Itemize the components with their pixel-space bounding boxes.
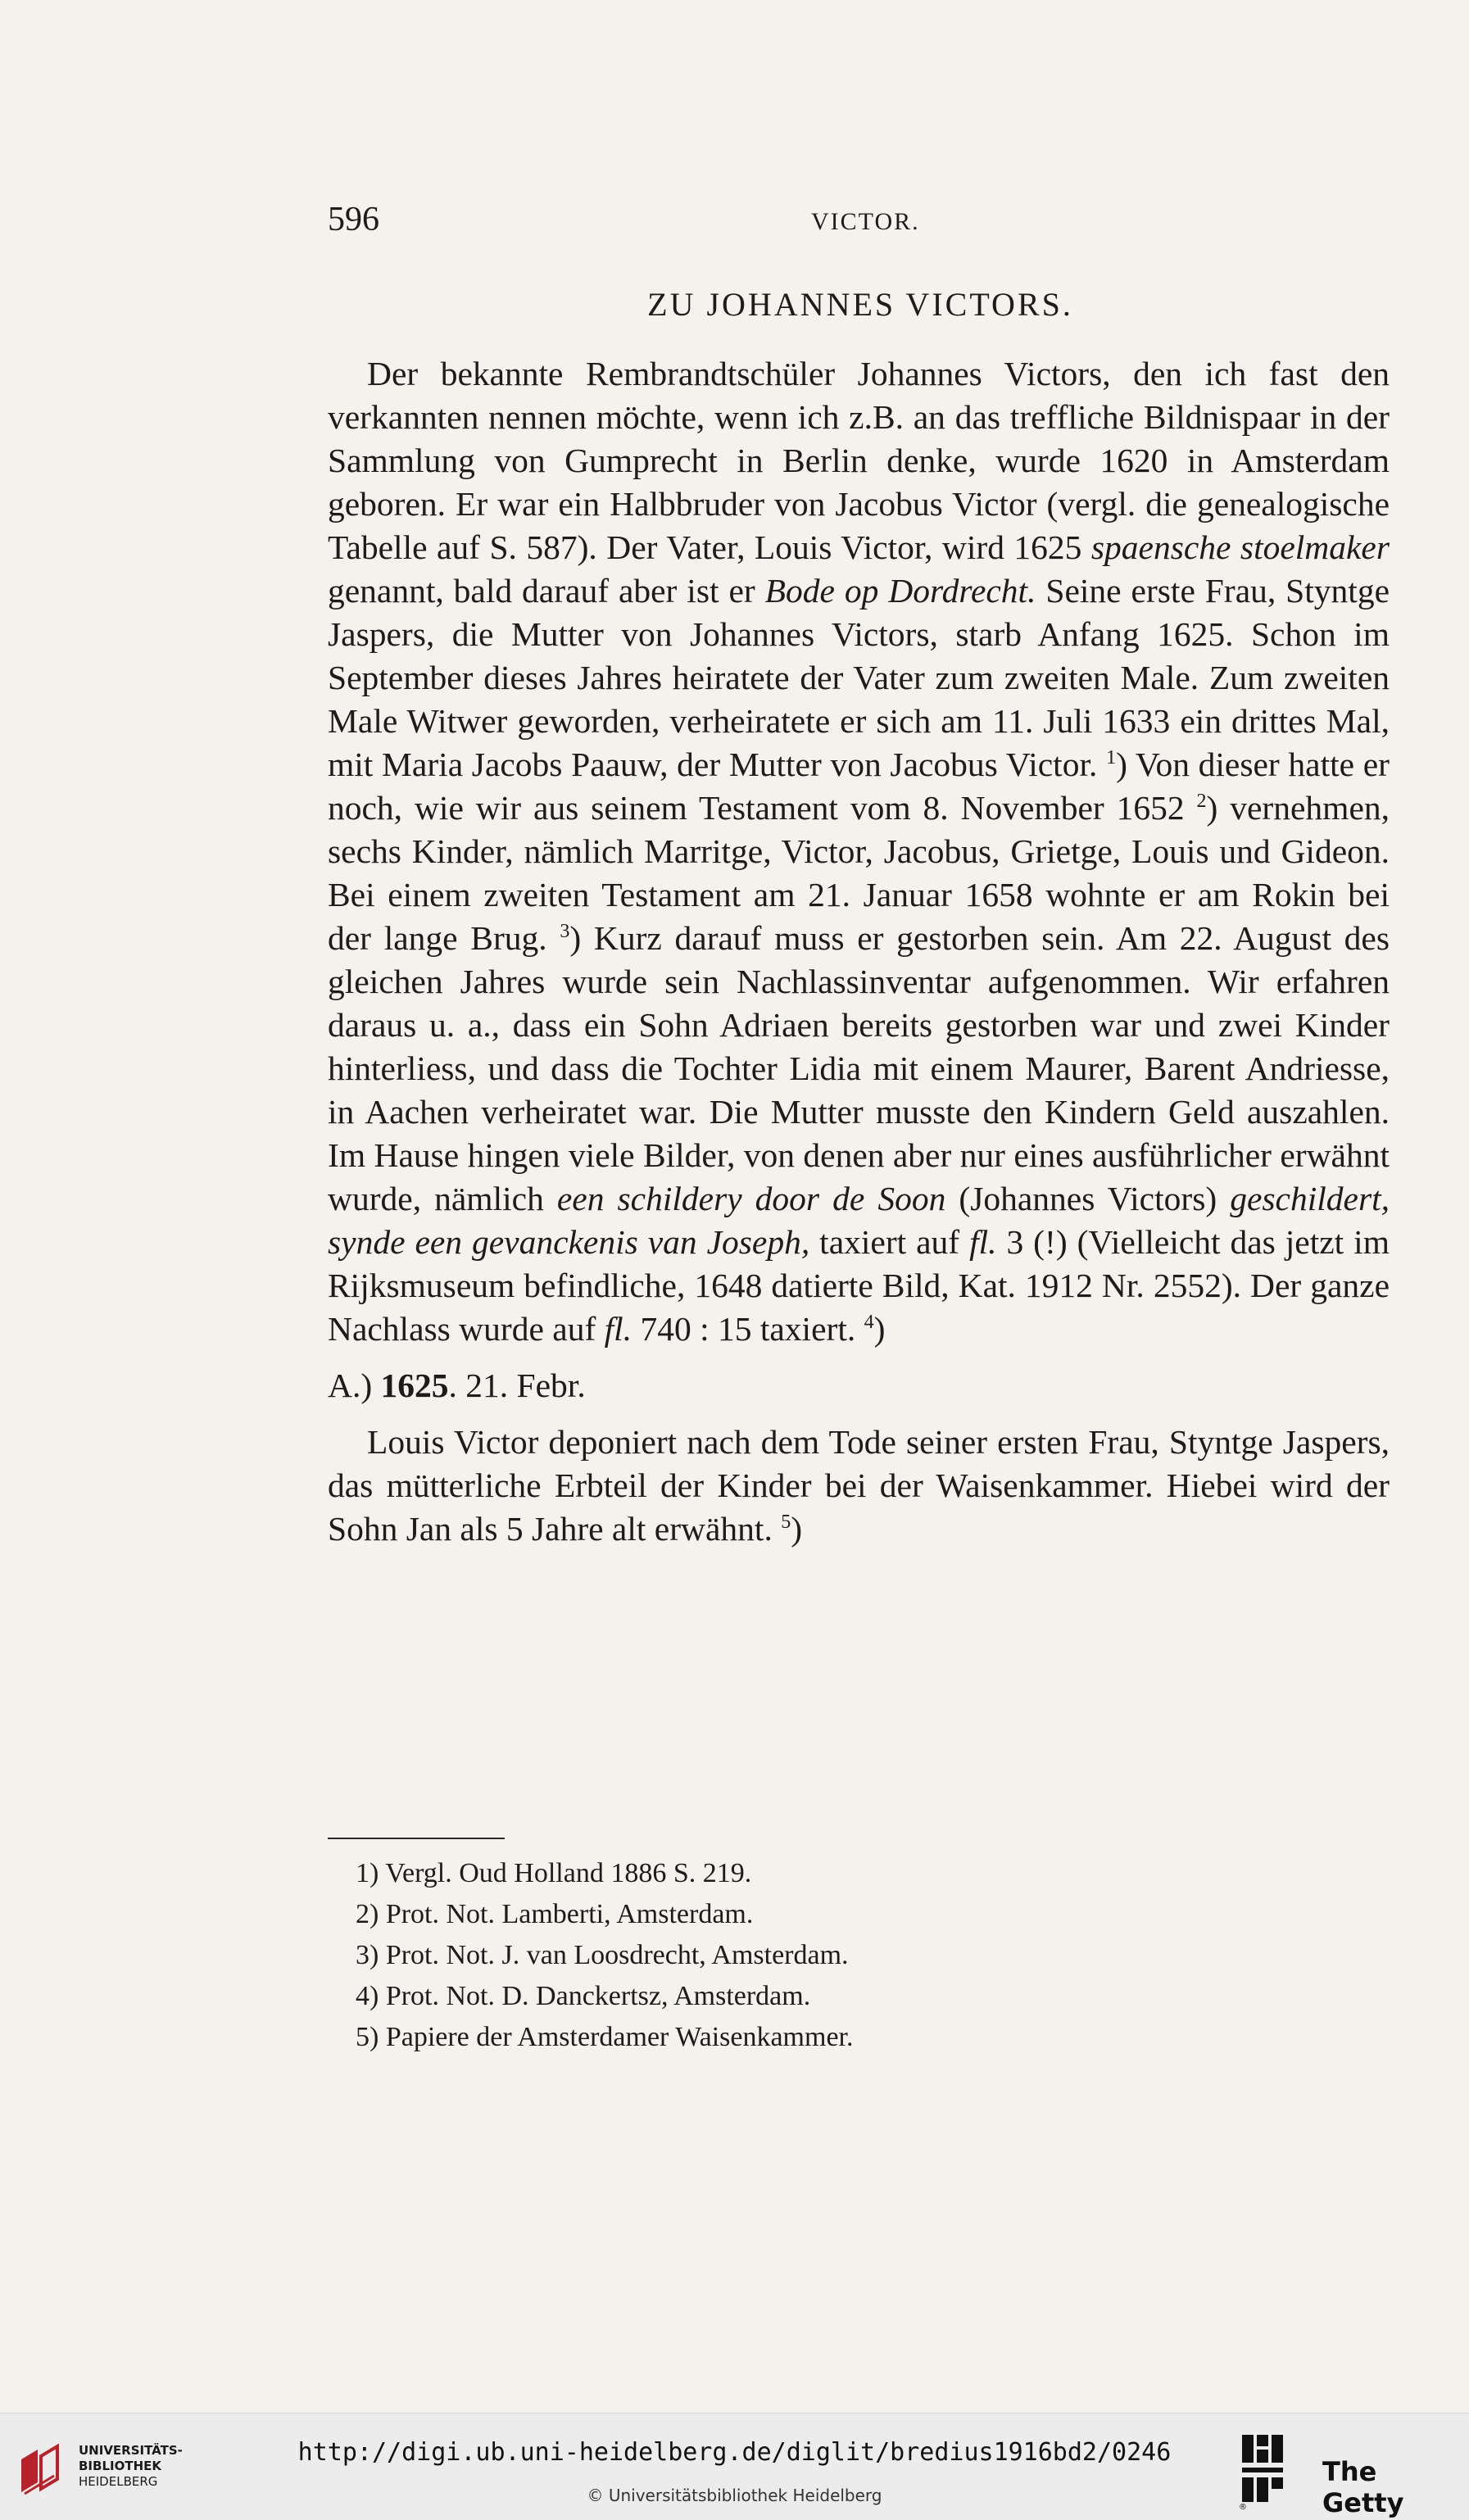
page-number: 596 [328,201,379,238]
spacer [328,1407,1390,1421]
footnote-rule [328,1838,505,1839]
text-run: (Johannes Victors) [945,1180,1231,1217]
italic-run: een schildery door de Soon [556,1180,946,1217]
italic-run: fl. [604,1310,632,1348]
text-run: 740 : 15 taxiert. [632,1310,864,1348]
text-run: ) Von dieser hatte er noch, wie wir aus seinem Testament vom 8. November 1652 [328,746,1390,827]
footnotes [356,1853,1339,2058]
viewer-footer [0,2413,1469,2520]
library-logo-line: HEIDELBERG [79,2474,158,2489]
footnote-ref-4[interactable]: 4 [864,1312,874,1334]
running-head [328,200,1393,241]
text-run: Der bekannte Rembrandtschüler Johannes Victors, den ich fast den verkannten nennen möchte, wenn ich z.B. an das treffliche Bildnispaar in der Sammlung von Gumprecht in Berlin denke, wurde 1620 in Amsterdam geboren. Er war ein Halbbruder von Jacobus Victor (vergl. die genealogische Tabelle auf S. 587). Der Vater, Louis Victor, wird 1625 [328,355,1390,566]
getty-label: The Getty [1322,2456,1404,2518]
text-run: ) Kurz darauf muss er gestorben sein. Am 22. August des gleichen Jahres wurde sein Nachlassinventar aufgenommen. Wir erfahren daraus u. a., dass ein Sohn Adriaen bereits gestorben war und zwei Kinder hinterliess, und dass die Tochter Lidia mit einem Maurer, Barent Andriesse, in Aachen verheiratet war. Die Mutter musste den Kindern Geld auszahlen. Im Hause hingen viele Bilder, von denen aber nur eines ausführlicher erwähnt wurde, nämlich [328,919,1390,1217]
italic-run: Bode op Dordrecht. [764,572,1036,610]
footnote-ref-1[interactable]: 1 [1106,747,1117,769]
paragraph-1 [328,352,1390,1351]
body-text [328,352,1390,1551]
library-logo-line: BIBLIOTHEK [79,2459,161,2473]
getty-logo[interactable] [1239,2432,1460,2518]
footnote-2: 2) Prot. Not. Lamberti, Amsterdam. [356,1899,754,1929]
library-logo-line: UNIVERSITÄTS- [79,2443,183,2458]
copyright-notice: © Universitätsbibliothek Heidelberg [587,2486,882,2505]
text-run: Louis Victor deponiert nach dem Tode seiner ersten Frau, Styntge Jaspers, das mütterliche Erbteil der Kinder bei der Waisenkammer. Hiebei wird der Sohn Jan als 5 Jahre alt erwähnt. [328,1423,1390,1548]
italic-run: spaensche stoelmaker [1090,528,1390,566]
italic-run: fl. [969,1223,997,1261]
heading-date: . 21. Febr. [448,1367,586,1404]
footnote-4: 4) Prot. Not. D. Danckertsz, Amsterdam. [356,1981,811,2011]
paragraph-2 [328,1421,1390,1551]
footnote-ref-5[interactable]: 5 [781,1512,791,1534]
getty-mark-icon [1239,2432,1313,2510]
text-run: 3 (!) (Vielleicht das jetzt im Rijksmuseum befindliche, 1648 datierte Bild, Kat. 1912 Nr. 2552). Der ganze Nachlass wurde auf [328,1223,1390,1348]
heading-year: 1625 [380,1367,449,1404]
footnote-3: 3) Prot. Not. J. van Loosdrecht, Amsterdam. [356,1940,849,1970]
running-title: VICTOR. [811,208,920,235]
text-run: ) [873,1310,886,1348]
heading-prefix: A.) [328,1367,381,1404]
footnote-ref-3[interactable]: 3 [560,921,570,943]
chapter-title: ZU JOHANNES VICTORS. [647,286,1073,323]
text-run: ) vernehmen, sechs Kinder, nämlich Marritge, Victor, Jacobus, Grietge, Louis und Gideon. Bei einem zweiten Testament am 21. Januar 1658 wohnte er am Rokin bei der lange Brug. [328,789,1390,957]
text-run: taxiert auf [809,1223,970,1261]
text-run: genannt, bald darauf aber ist er [328,572,765,610]
svg-text:®: ® [1239,2503,1247,2510]
footnote-5: 5) Papiere der Amsterdamer Waisenkammer. [356,2022,854,2052]
footnote-ref-2[interactable]: 2 [1196,791,1207,813]
section-heading [328,1364,1390,1407]
spacer [328,1351,1390,1364]
footnote-1: 1) Vergl. Oud Holland 1886 S. 219. [356,1858,752,1888]
italic-run: geschildert, synde een gevanckenis van Joseph, [328,1180,1390,1261]
text-run: ) [791,1510,803,1548]
text-run: Seine erste Frau, Styntge Jaspers, die Mutter von Johannes Victors, starb Anfang 1625. Schon im September dieses Jahres heiratete der Vater zum zweiten Male. Zum zweiten Male Witwer geworden, verheiratete er sich am 11. Juli 1633 ein drittes Mal, mit Maria Jacobs Paauw, der Mutter von Jacobus Victor. [328,572,1390,783]
permalink-url[interactable]: http://digi.ub.uni-heidelberg.de/diglit/bredius1916bd2/0246 [297,2438,1172,2467]
